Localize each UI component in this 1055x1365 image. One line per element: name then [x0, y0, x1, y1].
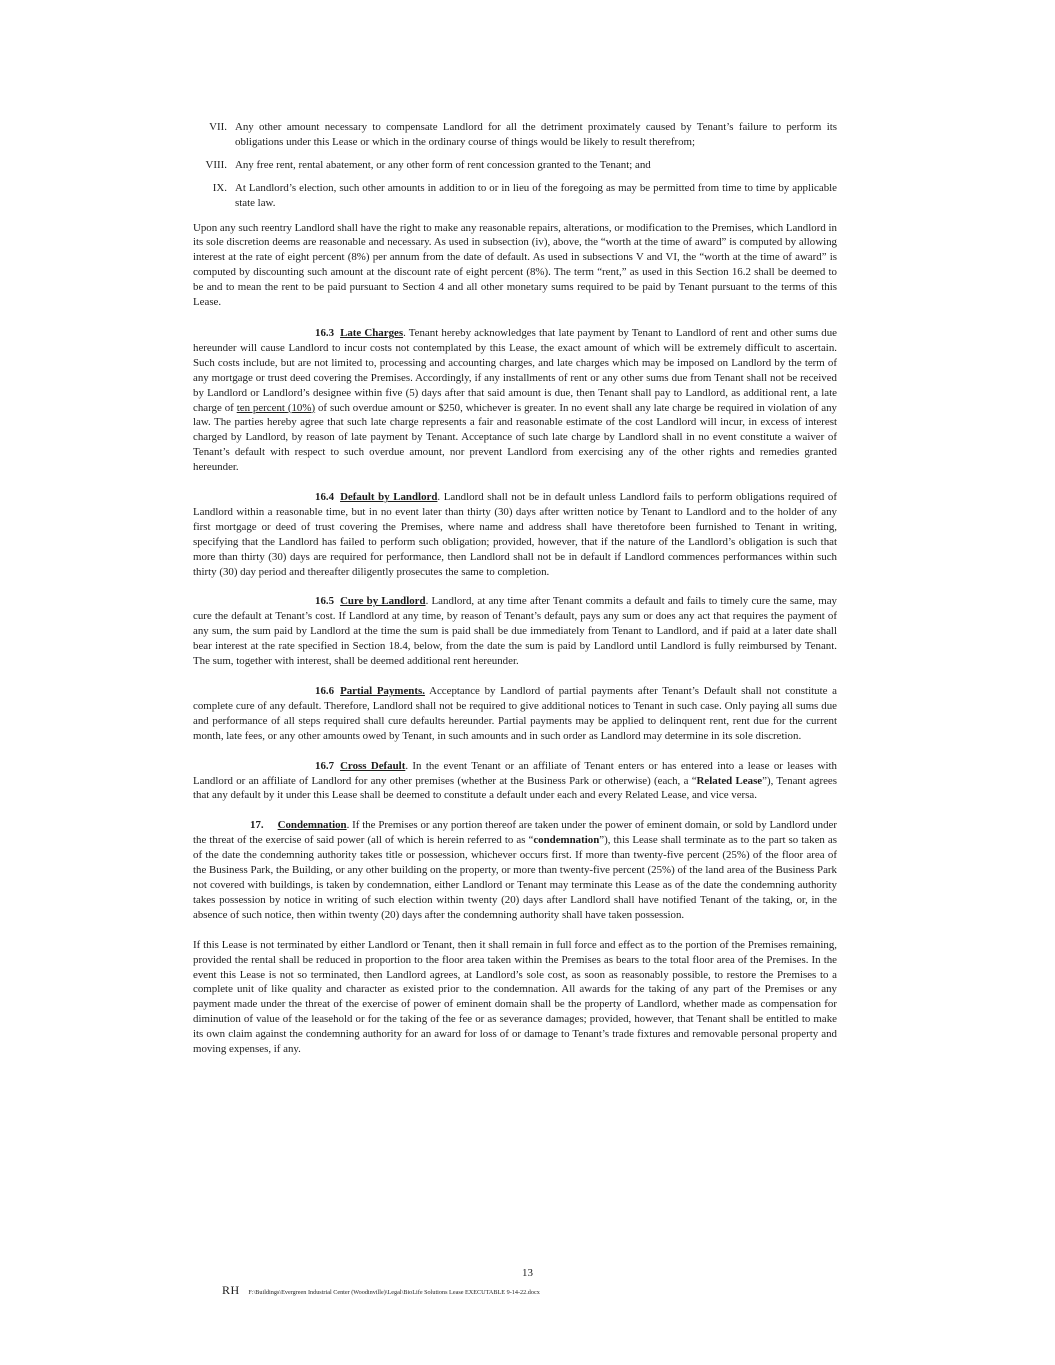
section-16-4: 16.4 Default by Landlord. Landlord shall not be in default unless Landlord fails to perform obligations required of Landlord within a reasonable time, but in no event later than thirty (30) days after written notice by Tenant to Landlord and to the holder of any first mortgage or deed of trust covering the Premises, where name and address shall have theretofore been furnished to Tenant in writing, specifying that the Landlord has failed to perform such obligation; provided, however, that if the nature of the Landlord’s obligation is such that more than thirty (30) days are required for performance, then Landlord shall not be in default if Landlord commences performances within such thirty (30) day period and thereafter diligently prosecutes the same to completion. [193, 491, 837, 578]
section-text: If the Premises or any portion thereof are taken under the power of eminent domain, or sold by Landlord under the threat of the exercise of said power (all of which is herein referred to as “ [193, 819, 837, 847]
section-number: 17. [250, 819, 264, 832]
reentry-paragraph: Upon any such reentry Landlord shall have the right to make any reasonable repairs, alterations, or modification to the Premises, which Landlord in its sole discretion deems are reasonable and necessary. As used in subsection (iv), above, the “worth at the time of award” is computed by allowing interest at the rate of eight percent (8%) per annum from the date of default. As used in subsections V and VI, the “worth at the time of award” is computed by discounting such amount at the discount rate of eight percent (8%). The term “rent,” as used in this Section 16.2 shall be deemed to be and to mean the rent to be paid pursuant to Section 4 and all other monetary sums required to be paid by Tenant pursuant to the terms of this Lease. [193, 221, 837, 309]
section-text: Landlord shall not be in default unless Landlord fails to perform obligations required of Landlord within a reasonable time, but in no event later than thirty (30) days after written notice by Tenant to Landlord and to the holder of any first mortgage or deed of trust covering the Premises, where name and address shall have theretofore been furnished to Tenant in writing, specifying that the Landlord has failed to perform such obligation; provided, however, that if the nature of the Landlord’s obligation is such that more than thirty (30) days are required for performance, then Landlord shall not be in default if Landlord commences performances within such thirty (30) day period and thereafter diligently prosecutes the same to completion. [193, 491, 837, 578]
section-title: Partial Payments. [340, 685, 425, 697]
section-16-3: 16.3 Late Charges. Tenant hereby acknowledges that late payment by Tenant to Landlord of rent and other sums due hereunder will cause Landlord to incur costs not contemplated by this Lease, the exact amount of which will be extremely difficult to ascertain. Such costs include, but are not limited to, processing and accounting charges, and late charges which may be imposed on Landlord by the term of any mortgage or trust deed covering the Premises. Accordingly, if any installments of rent or any other sums due from Tenant shall not be received by Landlord or Landlord’s designee within five (5) days after that said amount is due, then Tenant shall pay to Landlord, as additional rent, a late charge of ten percent (10%) of such overdue amount or $250, whichever is greater. In no event shall any late charge be required in violation of any law. The parties hereby agree that such late charge represents a fair and reasonable estimate of the cost Landlord will incur, in excess of interest charged by Landlord, by reason of late payment by Tenant. Acceptance of such late charge by Landlord shall in no event constitute a waiver of Tenant’s default with respect to such overdue amount, nor prevent Landlord from exercising any of the other rights and remedies granted hereunder. [193, 326, 838, 474]
section-text: ”), Tenant agrees that any default by it under this Lease shall be deemed to constitute a default under each and every Related Lease, and vice versa. [193, 774, 837, 802]
section-17: 17. Condemnation. If the Premises or any portion thereof are taken under the power of eminent domain, or sold by Landlord under the threat of the exercise of said power (all of which is herein referred to as “condemnation”), this Lease shall terminate as to the part so taken as of the date the condemning authority takes title or possession, whichever occurs first. If more than twenty-five percent (25%) of the floor area of the Business Park, the Building, or any other building on the property, or more than twenty-five percent (25%) of the land area of the Business Park not covered with buildings, is taken by condemnation, either Landlord or Tenant may terminate this Lease as of the date the condemning authority takes possession by notice in writing of such election within twenty (20) days after Landlord shall have notified Tenant of the taking, or, in the absence of such notice, then within twenty (20) days after the condemning authority shall have taken possession. [193, 819, 837, 921]
section-title: Default by Landlord [340, 491, 438, 504]
section-number: 16.5 [315, 595, 335, 608]
section-text: Acceptance by Landlord of partial payments after Tenant’s Default shall not constitute a complete cure of any default. Therefore, Landlord shall not be required to give additional notices to Tenant in such case. Only paying all sums due and performance of all steps required shall cure defaults hereunder. Partial payments may be applied to delinquent rent, rent due for the current month, late fees, or any other amounts owed by Tenant, in such amounts and in such order as Landlord may determine in its sole discretion. [193, 685, 837, 742]
section-number: 16.3 [315, 326, 335, 339]
section-title: Condemnation [277, 819, 347, 832]
section-text: In the event Tenant or an affiliate of Tenant enters or has entered into a lease or leases with Landlord or an affiliate of Landlord for any other premises (whether at the Business Park or otherwise) (each, a “ [193, 759, 837, 787]
list-item-text: At Landlord’s election, such other amounts in addition to or in lieu of the foregoing as may be permitted from time to time by applicable state law. [235, 181, 837, 209]
footer-file-path: F:\Buildings\Evergreen Industrial Center (Woodinville)\Legal\BioLife Solutions Lease EXECUTABLE 9-14-22.docx [248, 1289, 540, 1296]
underlined-percent: (10%) [287, 401, 316, 414]
page-number: 13 [522, 1267, 533, 1279]
underlined-text: ten percent [236, 401, 285, 414]
section-text: ”), this Lease shall terminate as to the part so taken as of the date the condemning authority takes title or possession, whichever occurs first. If more than twenty-five percent (25%) of the floor area of the Business Park, the Building, or any other building on the property, or more than twenty-five percent (25%) of the land area of the Business Park not covered with buildings, is taken by condemnation, either Landlord or Tenant may terminate this Lease as of the date the condemning authority takes possession by notice in writing of such election within twenty (20) days after Landlord shall have notified Tenant of the taking, or, in the absence of such notice, then within twenty (20) days after the condemning authority shall have taken possession. [193, 834, 837, 921]
section-16-5: 16.5 Cure by Landlord. Landlord, at any time after Tenant commits a default and fails to timely cure the same, may cure the default at Tenant’s cost. If Landlord at any time, by reason of Tenant’s default, pays any sum or does any act that requires the payment of any sum, the sum paid by Landlord at the time the sum is paid shall be due immediately from Tenant to Landlord, and if paid at a later date shall bear interest at the rate specified in Section 18.4, below, from the date the sum is paid by Landlord until Landlord is fully reimbursed by Tenant. The sum, together with interest, shall be deemed additional rent hereunder. [193, 595, 837, 668]
list-item-number: IX. [212, 181, 227, 194]
section-number: 16.6 [315, 685, 335, 697]
defined-term: Related Lease [696, 774, 763, 787]
list-item-number: VII. [209, 121, 227, 133]
list-item [193, 158, 837, 173]
section-16-7: 16.7 Cross Default. In the event Tenant or an affiliate of Tenant enters or has entered into a lease or leases with Landlord or an affiliate of Landlord for any other premises (whether at the Business Park or otherwise) (each, a “Related Lease”), Tenant agrees that any default by it under this Lease shall be deemed to constitute a default under each and every Related Lease, and vice versa. [193, 759, 837, 802]
list-item-number: VIII. [205, 158, 227, 171]
document-body [193, 120, 837, 1071]
list-item-text: Any free rent, rental abatement, or any other form of rent concession granted to the Tenant; and [235, 158, 651, 171]
section-title: Late Charges [340, 326, 404, 339]
section-16-6 [193, 684, 837, 744]
section-text: Landlord, at any time after Tenant commits a default and fails to timely cure the same, may cure the default at Tenant’s cost. If Landlord at any time, by reason of Tenant’s default, pays any sum or does any act that requires the payment of any sum, the sum paid by Landlord at the time the sum is paid shall be due immediately from Tenant to Landlord, and if paid at a later date shall bear interest at the rate specified in Section 18.4, below, from the date the sum is paid by Landlord until Landlord is fully reimbursed by Tenant. The sum, together with interest, shall be deemed additional rent hereunder. [193, 595, 837, 668]
section-title: Cross Default [340, 759, 406, 772]
list-item-text: Any other amount necessary to compensate Landlord for all the detriment proximately caused by Tenant’s failure to perform its obligations under this Lease or which in the ordinary course of things would be likely to result therefrom; [235, 121, 837, 148]
footer-initials: RH [222, 1283, 240, 1297]
section-number: 16.7 [315, 759, 335, 772]
list-item [193, 120, 837, 150]
section-title: Cure by Landlord [340, 595, 426, 608]
defined-term: condemnation [533, 834, 600, 847]
section-text: of such overdue amount or $250, whichever is greater. In no event shall any late charge be required in violation of any law. The parties hereby agree that such late charge represents a fair and reasonable estimate of the cost Landlord will incur, in excess of interest charged by Landlord, by reason of late payment by Tenant. Acceptance of such late charge by Landlord shall in no event constitute a waiver of Tenant’s default with respect to such overdue amount, nor prevent Landlord from exercising any of the other rights and remedies granted hereunder. [193, 401, 838, 474]
final-paragraph: If this Lease is not terminated by either Landlord or Tenant, then it shall remain in full force and effect as to the portion of the Premises remaining, provided the rental shall be reduced in proportion to the floor area taken within the Premises as bears to the total floor area of the Premises. In the event this Lease is not so terminated, then Landlord agrees, at Landlord’s sole cost, as soon as reasonably possible, to restore the Premises to a complete unit of like quality and character as existed prior to the condemnation. All awards for the taking of any part of the Premises or any payment made under the threat of the exercise of power of eminent domain shall be the property of Landlord, whether made as compensation for diminution of value of the leasehold or for the taking of the fee or as severance damages; provided, however, that Tenant shall be entitled to make its own claim against the condemning authority for an award for loss of or damage to Tenant’s trade fixtures and removable personal property and moving expenses, if any. [193, 938, 837, 1056]
section-number: 16.4 [315, 491, 335, 504]
section-text: Tenant hereby acknowledges that late payment by Tenant to Landlord of rent and other sums due hereunder will cause Landlord to incur costs not contemplated by this Lease, the exact amount of which will be extremely difficult to ascertain. Such costs include, but are not limited to, processing and accounting charges, and late charges which may be imposed on Landlord by the term of any mortgage or trust deed covering the Premises. Accordingly, if any installments of rent or any other sums due from Tenant shall not be received by Landlord or Landlord’s designee within five (5) days after that said amount is due, then Tenant shall pay to Landlord, as additional rent, a late charge of [193, 326, 837, 414]
list-item [193, 181, 837, 211]
footer [222, 1283, 540, 1298]
